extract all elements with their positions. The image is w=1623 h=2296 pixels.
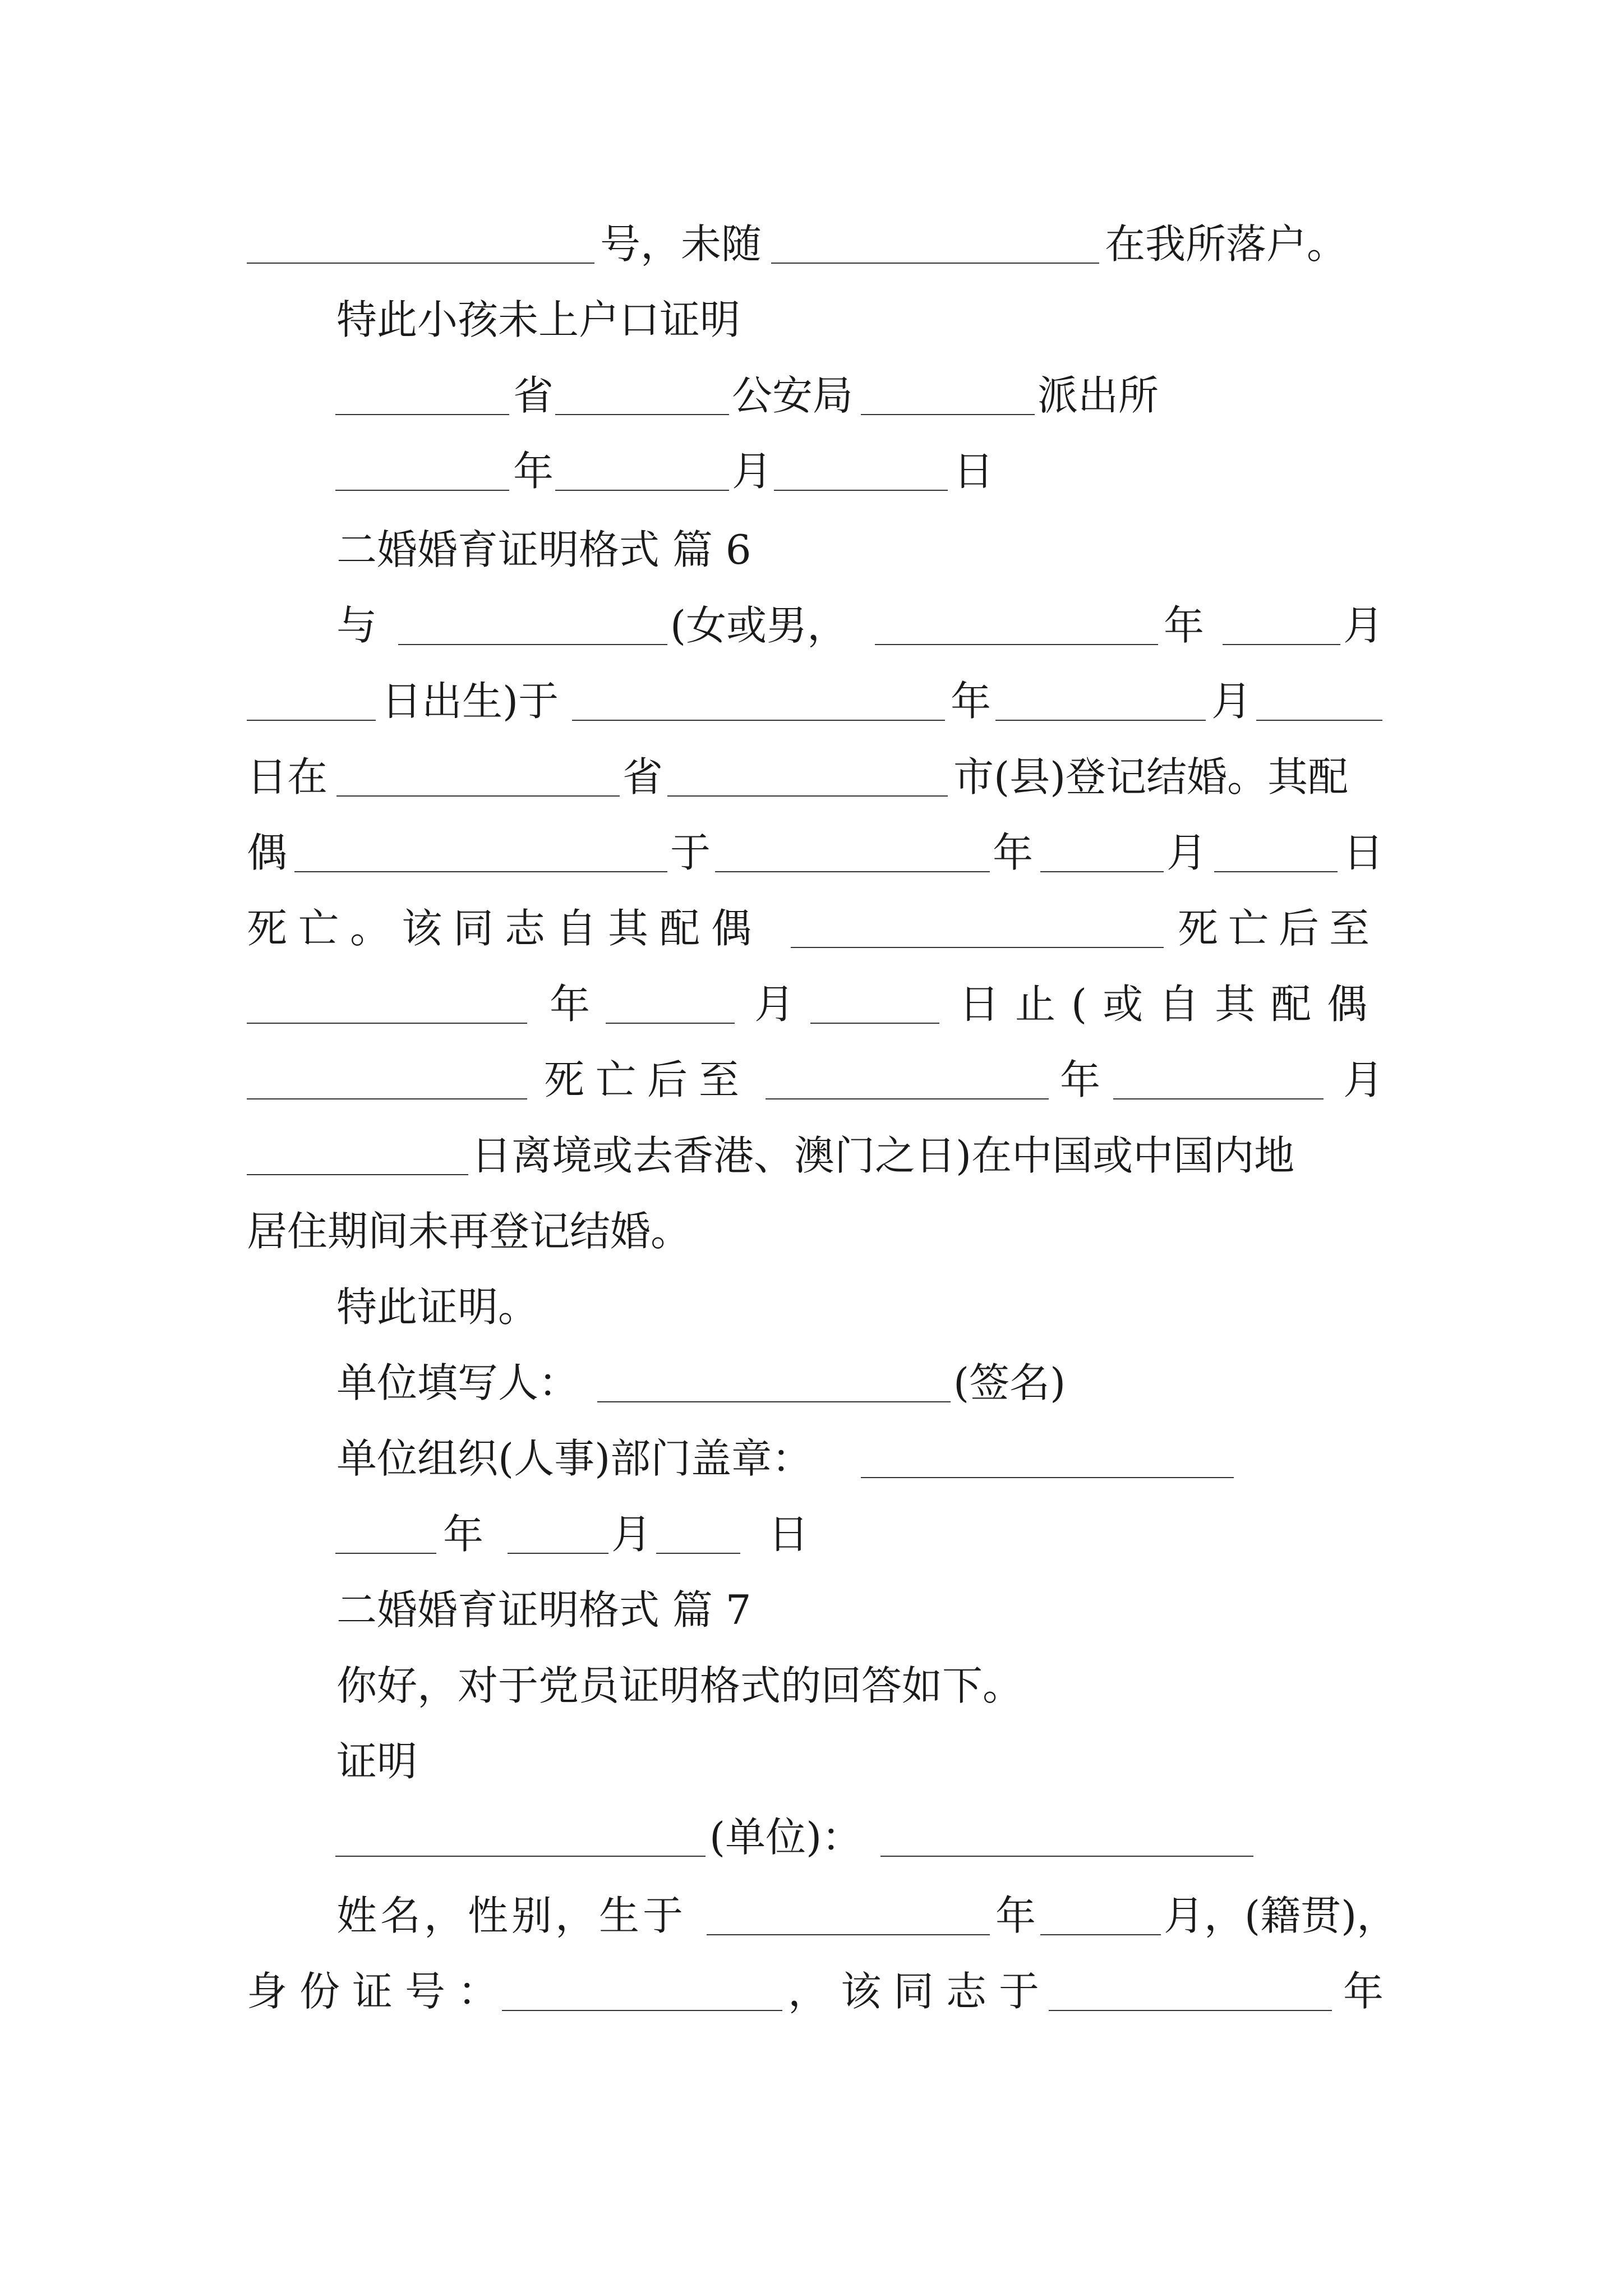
line-6 bbox=[0, 595, 1623, 656]
line-7 bbox=[0, 670, 1623, 732]
text: 年 bbox=[1343, 1968, 1384, 2015]
blank-field[interactable] bbox=[774, 490, 948, 491]
text: (单位)： bbox=[709, 1814, 863, 1861]
blank-field[interactable] bbox=[247, 1023, 527, 1024]
line-2 bbox=[0, 289, 1623, 351]
blank-field[interactable] bbox=[336, 795, 620, 797]
text: 日止(或自其配偶 bbox=[959, 981, 1384, 1028]
text: 月 bbox=[611, 1511, 652, 1558]
line-17 bbox=[0, 1428, 1623, 1489]
blank-field[interactable] bbox=[1214, 871, 1338, 872]
text: (签名) bbox=[953, 1359, 1066, 1406]
text: 年 bbox=[443, 1511, 484, 1558]
blank-field[interactable] bbox=[247, 263, 594, 264]
text: 年 bbox=[951, 678, 992, 725]
blank-field[interactable] bbox=[572, 720, 945, 721]
line-23 bbox=[0, 1885, 1623, 1947]
text: 身份证号： bbox=[247, 1968, 511, 2015]
line-16 bbox=[0, 1352, 1623, 1414]
text: 日 bbox=[1343, 829, 1384, 876]
line-22 bbox=[0, 1806, 1623, 1868]
section-heading bbox=[0, 1579, 1623, 1641]
blank-field[interactable] bbox=[791, 947, 1164, 948]
line-21 bbox=[0, 1731, 1623, 1792]
text: 证明 bbox=[336, 1738, 418, 1785]
blank-field[interactable] bbox=[875, 644, 1158, 645]
blank-field[interactable] bbox=[715, 871, 990, 872]
line-9 bbox=[0, 822, 1623, 884]
blank-field[interactable] bbox=[880, 1856, 1253, 1857]
text: 公安局 bbox=[732, 372, 854, 419]
blank-field[interactable] bbox=[247, 720, 376, 721]
text: 年 bbox=[550, 981, 591, 1028]
line-1 bbox=[0, 213, 1623, 275]
text: 市(县)登记结婚。其配 bbox=[953, 753, 1349, 800]
text: 年 bbox=[1164, 602, 1205, 649]
text: 月 bbox=[1343, 1056, 1384, 1103]
text: 在我所落户。 bbox=[1105, 220, 1348, 268]
blank-field[interactable] bbox=[335, 414, 509, 415]
line-15 bbox=[0, 1276, 1623, 1338]
heading-text: 二婚婚育证明格式 篇 7 bbox=[336, 1586, 751, 1634]
text: 年 bbox=[993, 829, 1034, 876]
line-8 bbox=[0, 746, 1623, 808]
blank-field[interactable] bbox=[247, 1174, 468, 1175]
text: 居住期间未再登记结婚。 bbox=[247, 1208, 691, 1255]
text: 月 bbox=[732, 448, 773, 495]
text: 日 bbox=[953, 448, 994, 495]
text: 日 bbox=[768, 1511, 809, 1558]
blank-field[interactable] bbox=[766, 1098, 1049, 1099]
text: 省 bbox=[623, 753, 663, 800]
blank-field[interactable] bbox=[667, 795, 948, 797]
blank-field[interactable] bbox=[335, 1856, 706, 1857]
blank-field[interactable] bbox=[861, 414, 1035, 415]
text: 死亡后至 bbox=[544, 1056, 751, 1103]
blank-field[interactable] bbox=[1049, 2010, 1332, 2011]
text: 月 bbox=[1211, 678, 1252, 725]
text: 省 bbox=[513, 372, 554, 419]
blank-field[interactable] bbox=[810, 1023, 939, 1024]
line-13 bbox=[0, 1125, 1623, 1186]
blank-field[interactable] bbox=[1040, 1934, 1161, 1935]
line-10 bbox=[0, 898, 1623, 959]
line-24 bbox=[0, 1961, 1623, 2022]
blank-field[interactable] bbox=[247, 1098, 527, 1099]
blank-field[interactable] bbox=[707, 1934, 990, 1935]
text: 偶 bbox=[247, 829, 288, 876]
heading-text: 二婚婚育证明格式 篇 6 bbox=[336, 526, 751, 573]
blank-field[interactable] bbox=[1040, 871, 1164, 872]
text: 年 bbox=[1060, 1056, 1101, 1103]
line-11 bbox=[0, 973, 1623, 1035]
text: 月 bbox=[1343, 602, 1384, 649]
line-3 bbox=[0, 365, 1623, 426]
text: 日在 bbox=[247, 753, 328, 800]
blank-field[interactable] bbox=[606, 1023, 735, 1024]
line-18 bbox=[0, 1503, 1623, 1565]
blank-field[interactable] bbox=[502, 2010, 782, 2011]
text: (女或男， bbox=[670, 602, 848, 649]
text: 年 bbox=[513, 448, 554, 495]
line-12 bbox=[0, 1049, 1623, 1111]
text: 单位填写人： bbox=[336, 1359, 579, 1406]
blank-field[interactable] bbox=[1256, 720, 1382, 721]
text: 月 bbox=[1166, 829, 1207, 876]
blank-field[interactable] bbox=[335, 490, 509, 491]
text: ，该同志于 bbox=[788, 1968, 1052, 2015]
line-4 bbox=[0, 440, 1623, 502]
blank-field[interactable] bbox=[555, 490, 729, 491]
line-20 bbox=[0, 1655, 1623, 1717]
text: 死亡。该同志自其配偶 bbox=[247, 905, 763, 952]
blank-field[interactable] bbox=[555, 414, 729, 415]
blank-field[interactable] bbox=[335, 1553, 436, 1554]
line-14 bbox=[0, 1200, 1623, 1262]
stamp-field[interactable] bbox=[861, 1477, 1234, 1478]
text: 死亡后至 bbox=[1178, 905, 1380, 952]
text: 月 bbox=[754, 981, 795, 1028]
text: 特此小孩未上户口证明 bbox=[336, 296, 741, 343]
text: 日出生)于 bbox=[381, 678, 559, 725]
blank-field[interactable] bbox=[508, 1553, 608, 1554]
text: 与 bbox=[336, 602, 377, 649]
signature-field[interactable] bbox=[597, 1401, 951, 1402]
text: 特此证明。 bbox=[336, 1283, 539, 1331]
blank-field[interactable] bbox=[1113, 1098, 1324, 1099]
blank-field[interactable] bbox=[656, 1553, 740, 1554]
blank-field[interactable] bbox=[398, 644, 667, 645]
text: 日离境或去香港、澳门之日)在中国或中国内地 bbox=[471, 1132, 1295, 1179]
blank-field[interactable] bbox=[1223, 644, 1340, 645]
text: 派出所 bbox=[1038, 372, 1159, 419]
text: 号，未随 bbox=[600, 220, 762, 268]
blank-field[interactable] bbox=[294, 871, 667, 872]
text: 姓名，性别，生于 bbox=[336, 1892, 687, 1939]
text: 月，(籍贯)， bbox=[1164, 1892, 1398, 1939]
text: 单位组织(人事)部门盖章： bbox=[336, 1435, 813, 1482]
text: 你好，对于党员证明格式的回答如下。 bbox=[336, 1662, 1023, 1709]
section-heading bbox=[0, 519, 1623, 581]
blank-field[interactable] bbox=[771, 263, 1099, 264]
blank-field[interactable] bbox=[995, 720, 1206, 721]
text: 年 bbox=[995, 1892, 1036, 1939]
text: 于 bbox=[670, 829, 711, 876]
